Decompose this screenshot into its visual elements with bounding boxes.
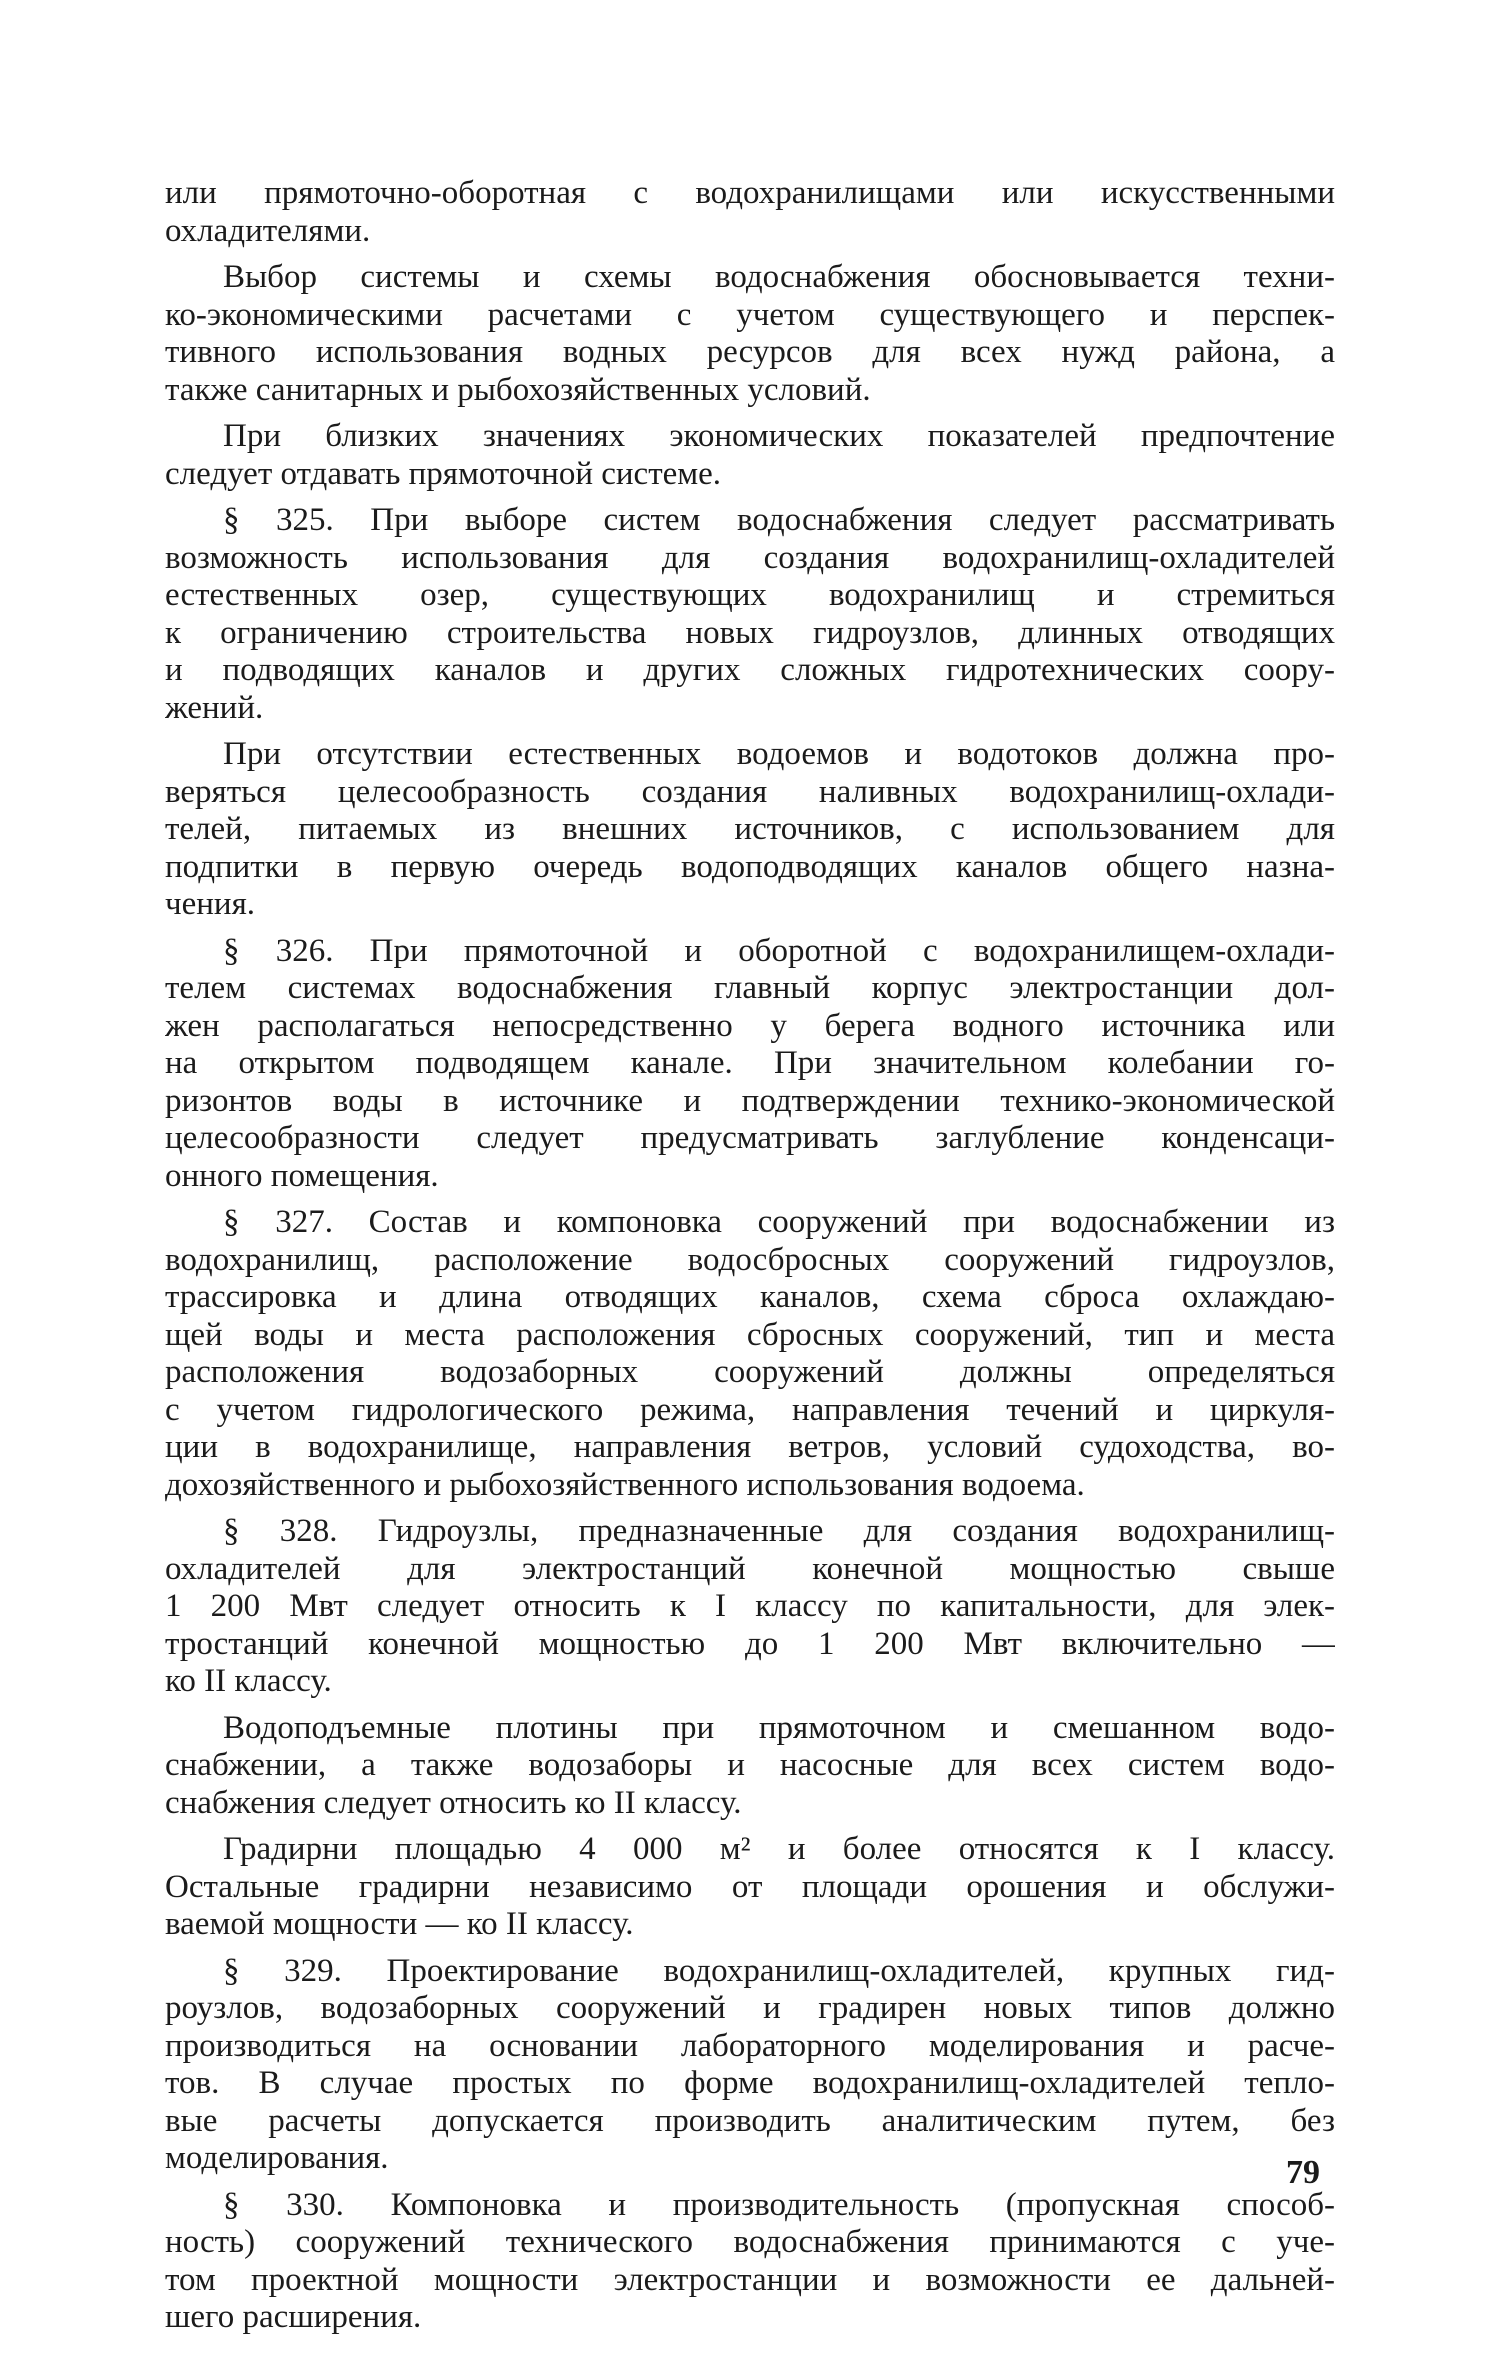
text-line: роузлов, водозаборных сооружений и градирен новых типов должно	[165, 1990, 1335, 2026]
text-line: ность) сооружений технического водоснабжения принимаются с уче-	[165, 2224, 1335, 2260]
text-line: естественных озер, существующих водохранилищ и стремиться	[165, 577, 1335, 613]
text-line: и подводящих каналов и других сложных гидротехнических соору-	[165, 652, 1335, 688]
paragraph	[165, 259, 1335, 409]
text-line: снабжения следует относить ко II классу.	[165, 1784, 742, 1821]
page-number: 79	[1286, 2154, 1320, 2191]
text-line: тивного использования водных ресурсов для всех нужд района, а	[165, 334, 1335, 370]
text-line: к ограничению строительства новых гидроузлов, длинных отводящих	[165, 614, 1335, 651]
paragraph	[165, 418, 1335, 493]
text-line: § 328. Гидроузлы, предназначенные для создания водохранилищ-	[223, 1513, 1335, 1549]
paragraph	[165, 175, 1335, 250]
paragraph	[165, 502, 1335, 727]
text-line: телем системах водоснабжения главный корпус электростанции дол-	[165, 970, 1335, 1006]
text-line: охладителями.	[165, 212, 371, 249]
text-line: § 327. Состав и компоновка сооружений при водоснабжении из	[223, 1204, 1335, 1240]
paragraph	[165, 933, 1335, 1196]
text-line: Остальные градирни независимо от площади орошения и обслужи-	[165, 1868, 1335, 1905]
text-line: также санитарных и рыбохозяйственных условий.	[165, 371, 871, 408]
paragraph	[165, 1204, 1335, 1504]
text-line: водохранилищ, расположение водосбросных сооружений гидроузлов,	[165, 1241, 1335, 1278]
text-line: трассировка и длина отводящих каналов, схема сброса охлаждаю-	[165, 1279, 1335, 1315]
text-line: ко II классу.	[165, 1663, 332, 1699]
text-line: производиться на основании лабораторного моделирования и расче-	[165, 2027, 1335, 2064]
text-line: Водоподъемные плотины при прямоточном и смешанном водо-	[223, 1709, 1335, 1746]
text-line: § 330. Компоновка и производительность (пропускная способ-	[223, 2186, 1335, 2223]
text-line: следует отдавать прямоточной системе.	[165, 455, 722, 492]
text-line: с учетом гидрологического режима, направления течений и циркуля-	[165, 1391, 1335, 1428]
text-line: снабжении, а также водозаборы и насосные для всех систем водо-	[165, 1747, 1335, 1783]
text-line: том проектной мощности электростанции и возможности ее дальней-	[165, 2261, 1335, 2298]
text-line: 1 200 Мвт следует относить к I классу по капитальности, для элек-	[165, 1588, 1335, 1624]
paragraph	[165, 1831, 1335, 1944]
text-line: охладителей для электростанций конечной мощностью свыше	[165, 1550, 1335, 1587]
text-line: расположения водозаборных сооружений должны определяться	[165, 1354, 1335, 1390]
text-line: целесообразности следует предусматривать заглубление конденсаци-	[165, 1120, 1335, 1156]
text-line: вые расчеты допускается производить аналитическим путем, без	[165, 2102, 1335, 2139]
text-line: ции в водохранилище, направления ветров, условий судоходства, во-	[165, 1429, 1335, 1465]
text-body	[165, 175, 1335, 2337]
paragraph	[165, 1953, 1335, 2178]
text-line: щей воды и места расположения сбросных сооружений, тип и места	[165, 1316, 1335, 1353]
text-line: тов. В случае простых по форме водохранилищ-охладителей тепло-	[165, 2065, 1335, 2101]
text-line: § 325. При выборе систем водоснабжения следует рассматривать	[223, 502, 1335, 538]
text-line: веряться целесообразность создания наливных водохранилищ-охлади-	[165, 773, 1335, 810]
page-body	[165, 175, 1335, 2346]
text-line: При отсутствии естественных водоемов и водотоков должна про-	[223, 736, 1335, 772]
text-line: чения.	[165, 886, 255, 922]
paragraph	[165, 2187, 1335, 2337]
text-line: ко-экономическими расчетами с учетом существующего и перспек-	[165, 296, 1335, 333]
text-line: При близких значениях экономических показателей предпочтение	[223, 418, 1335, 454]
text-line: шего расширения.	[165, 2299, 422, 2335]
paragraph	[165, 1710, 1335, 1823]
text-line: тростанций конечной мощностью до 1 200 Мвт включительно —	[165, 1625, 1335, 1662]
paragraph	[165, 1513, 1335, 1701]
text-line: дохозяйственного и рыбохозяйственного использования водоема.	[165, 1466, 1085, 1503]
text-line: ваемой мощности — ко II классу.	[165, 1906, 634, 1942]
text-line: телей, питаемых из внешних источников, с использованием для	[165, 811, 1335, 847]
text-line: на открытом подводящем канале. При значительном колебании го-	[165, 1045, 1335, 1081]
paragraph	[165, 736, 1335, 924]
text-line: Градирни площадью 4 000 м² и более относятся к I классу.	[223, 1831, 1335, 1867]
text-line: подпитки в первую очередь водоподводящих каналов общего назна-	[165, 848, 1335, 885]
text-line: возможность использования для создания водохранилищ-охладителей	[165, 539, 1335, 576]
text-line: моделирования.	[165, 2140, 389, 2176]
text-line: онного помещения.	[165, 1157, 439, 1194]
text-line: § 326. При прямоточной и оборотной с водохранилищем-охлади-	[223, 932, 1335, 969]
text-line: жен располагаться непосредственно у берега водного источника или	[165, 1007, 1335, 1044]
text-line: Выбор системы и схемы водоснабжения обосновывается техни-	[223, 259, 1335, 295]
text-line: или прямоточно-оборотная с водохранилищами или искусственными	[165, 175, 1335, 211]
text-line: § 329. Проектирование водохранилищ-охладителей, крупных гид-	[223, 1952, 1335, 1989]
text-line: жений.	[165, 689, 264, 726]
text-line: ризонтов воды в источнике и подтверждении технико-экономической	[165, 1082, 1335, 1119]
